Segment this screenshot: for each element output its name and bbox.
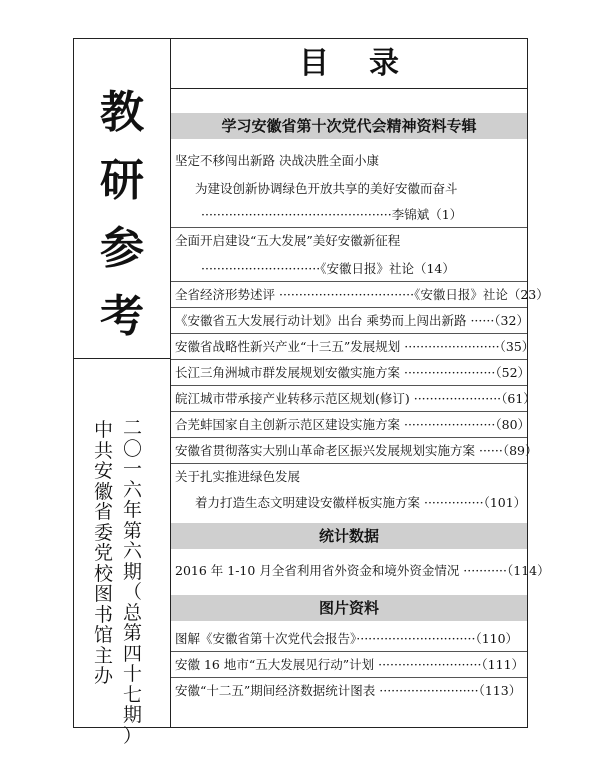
toc-entry: 《安徽省五大发展行动计划》出台 乘势而上闯出新路 ······（32） xyxy=(175,313,529,328)
entry-divider xyxy=(171,281,527,282)
section-band: 图片资料 xyxy=(171,595,527,621)
journal-title-char: 参 xyxy=(100,223,144,274)
toc-entry: ················································李锦斌（1） xyxy=(201,207,463,222)
page-frame xyxy=(73,38,550,747)
publisher-char: 馆 xyxy=(94,624,114,646)
toc-entry: 全面开启建设“五大发展”美好安徽新征程 xyxy=(175,233,401,248)
toc-entry: 2016 年 1-10 月全省利用省外资金和境外资金情况 ···········（114） xyxy=(175,563,550,578)
issue-char: 十 xyxy=(123,663,143,685)
publisher-info xyxy=(94,421,113,688)
toc-entry: 着力打造生态文明建设安徽样板实施方案 ···············（101） xyxy=(195,495,527,510)
issue-char: 总 xyxy=(123,601,143,624)
entry-divider xyxy=(171,227,527,228)
entry-divider xyxy=(171,333,527,334)
entry-divider xyxy=(171,437,527,438)
toc-entry: 关于扎实推进绿色发展 xyxy=(175,469,301,484)
issue-char: 第 xyxy=(123,519,143,542)
entry-divider xyxy=(171,677,527,678)
issue-char: （ xyxy=(123,581,143,603)
toc-entry: 安徽省贯彻落实大别山革命老区振兴发展规划实施方案 ······（89） xyxy=(175,443,538,458)
toc-entry: ······························《安徽日报》社论（14） xyxy=(201,261,455,276)
toc-entry: 安徽 16 地市“五大发展见行动”计划 ··························（111） xyxy=(175,657,525,672)
issue-char: 第 xyxy=(123,622,143,644)
toc-entry: 安徽“十二五”期间经济数据统计图表 ·························（113） xyxy=(175,683,522,698)
publisher-char: 主 xyxy=(94,644,114,667)
toc-header: 目录 xyxy=(171,39,527,89)
issue-char: 期 xyxy=(123,704,143,726)
entry-divider xyxy=(171,411,527,412)
issue-char: 四 xyxy=(123,642,143,665)
publisher-char: 图 xyxy=(94,583,114,605)
issue-char: 期 xyxy=(123,560,143,583)
publisher-char: 办 xyxy=(94,665,114,687)
section-band: 统计数据 xyxy=(171,523,527,549)
toc-entry: 皖江城市带承接产业转移示范区规划(修订) ······················（61） xyxy=(175,391,536,406)
publisher-char: 共 xyxy=(94,439,114,462)
issue-char: 七 xyxy=(123,683,143,706)
toc-entry: 合芜蚌国家自主创新示范区建设实施方案 ·······················（80） xyxy=(175,417,531,432)
journal-title-char: 教 xyxy=(100,87,144,138)
toc-entry: 坚定不移闯出新路 决战决胜全面小康 xyxy=(175,153,379,168)
issue-char: 六 xyxy=(123,540,143,562)
journal-title-char: 考 xyxy=(100,291,144,342)
journal-title-char: 研 xyxy=(100,155,144,206)
publisher-char: 党 xyxy=(94,542,114,564)
issue-char: ） xyxy=(123,724,143,747)
issue-char: 〇 xyxy=(123,437,143,460)
journal-title xyxy=(74,39,170,359)
toc-entry: 长江三角洲城市群发展规划安徽实施方案 ·······················（52） xyxy=(175,365,531,380)
publisher-char: 书 xyxy=(94,603,114,626)
entry-divider xyxy=(171,651,527,652)
publisher-char: 安 xyxy=(94,460,114,482)
issue-char: 六 xyxy=(123,478,143,501)
entry-divider xyxy=(171,307,527,308)
toc-entry: 为建设创新协调绿色开放共享的美好安徽而奋斗 xyxy=(195,181,458,196)
issue-char: 一 xyxy=(123,458,143,480)
publisher-char: 校 xyxy=(94,562,114,585)
toc-column xyxy=(171,39,550,727)
toc-entry: 全省经济形势述评 ··································《安徽日报》社论（23） xyxy=(175,287,549,302)
issue-char: 年 xyxy=(123,499,143,521)
publisher-char: 委 xyxy=(94,521,114,544)
toc-entry: 图解《安徽省第十次党代会报告》······························（110） xyxy=(175,631,519,646)
section-band: 学习安徽省第十次党代会精神资料专辑 xyxy=(171,113,527,139)
journal-column xyxy=(74,39,171,747)
toc-entry: 安徽省战略性新兴产业“十三五”发展规划 ························（35） xyxy=(175,339,535,354)
publisher-char: 省 xyxy=(94,501,114,523)
issue-info xyxy=(123,419,142,747)
entry-divider xyxy=(171,463,527,464)
publisher-char: 徽 xyxy=(94,480,114,503)
issue-char: 二 xyxy=(123,417,143,439)
entry-divider xyxy=(171,359,527,360)
publisher-char: 中 xyxy=(94,419,114,441)
entry-divider xyxy=(171,385,527,386)
